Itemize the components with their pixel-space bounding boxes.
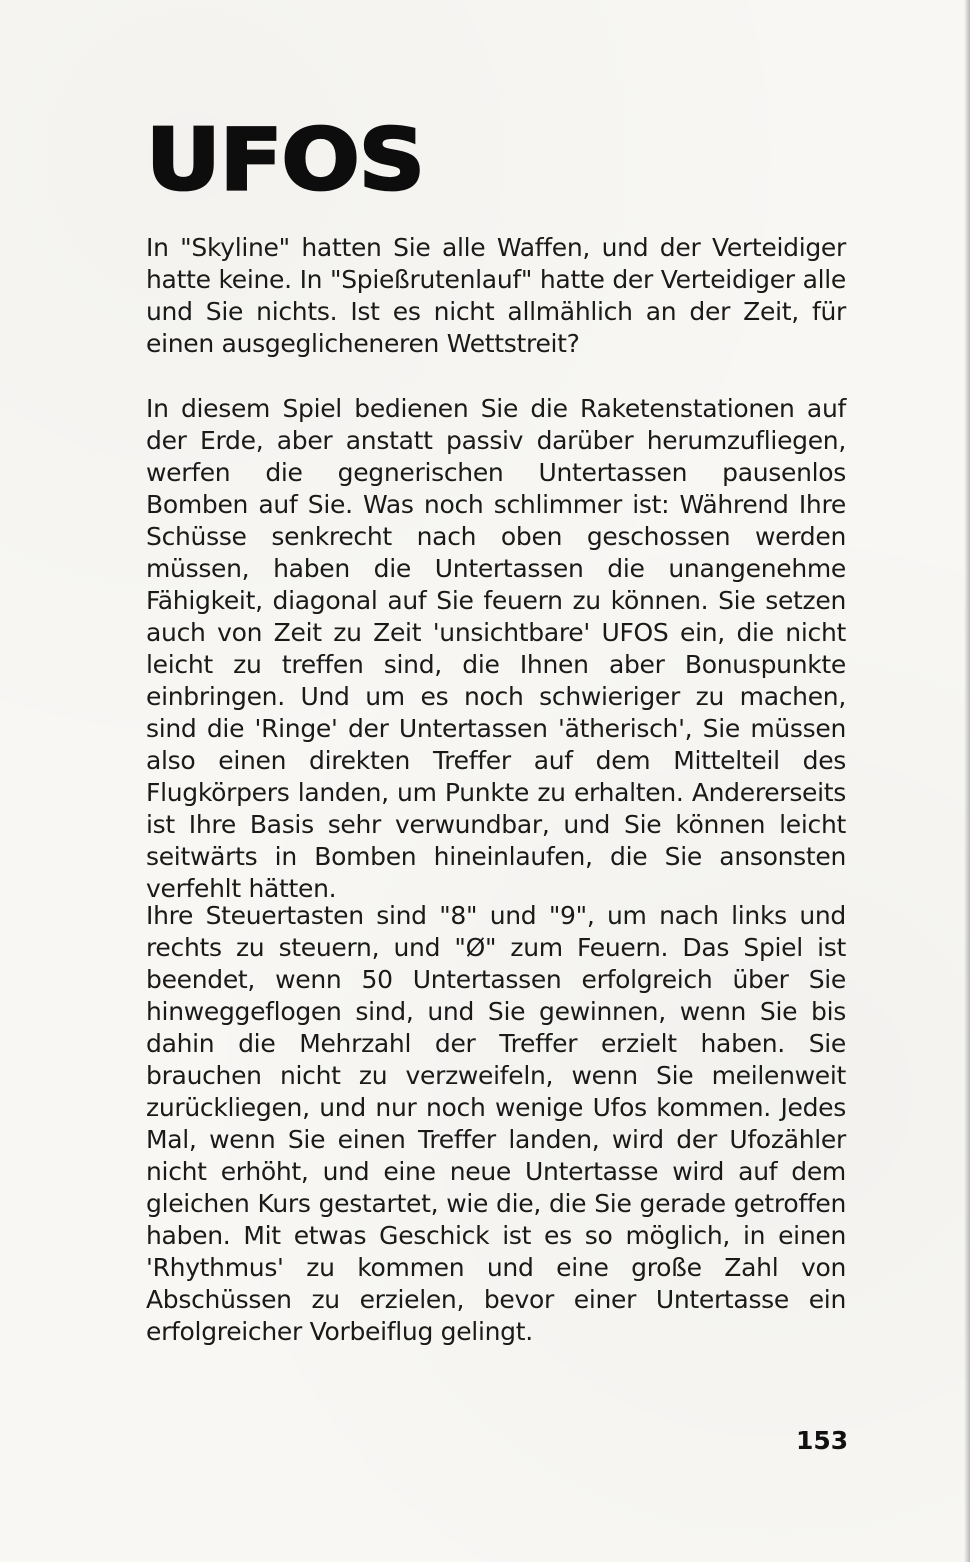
- chapter-title: UFOS: [146, 110, 425, 210]
- paragraph-controls: Ihre Steuertasten sind "8" und "9", um nach links und rechts zu steuern, und "Ø" zum Feuern. Das Spiel ist beendet, wenn 50 Untertassen erfolgreich über Sie hinweggeflogen sind, und Sie gewinnen, wenn Sie bis dahin die Mehrzahl der Treffer erzielt haben. Sie brauchen nicht zu verzweifeln, wenn Sie meilenweit zurückliegen, und nur noch wenige Ufos kommen. Jedes Mal, wenn Sie einen Treffer landen, wird der Ufozähler nicht erhöht, und eine neue Untertasse wird auf dem gleichen Kurs gestartet, wie die, die Sie gerade getroffen haben. Mit etwas Geschick ist es so möglich, in einen 'Rhythmus' zu kommen und eine große Zahl von Abschüssen zu erzielen, bevor einer Untertasse ein erfolgreicher Vorbeiflug gelingt.: [146, 901, 846, 1346]
- page-number: 153: [796, 1426, 849, 1455]
- page-edge-shadow: [964, 0, 970, 1562]
- paragraph-intro: In "Skyline" hatten Sie alle Waffen, und der Verteidiger hatte keine. In "Spießrutenlauf" hatte der Verteidiger alle und Sie nichts. Ist es nicht allmählich an der Zeit, für einen ausgeglicheneren Wettstreit?: [146, 233, 846, 358]
- paragraph-gameplay: In diesem Spiel bedienen Sie die Raketenstationen auf der Erde, aber anstatt passiv darüber herumzufliegen, werfen die gegnerischen Untertassen pausenlos Bomben auf Sie. Was noch schlimmer ist: Während Ihre Schüsse senkrecht nach oben geschossen werden müssen, haben die Untertassen die unangenehme Fähigkeit, diagonal auf Sie feuern zu können. Sie setzen auch von Zeit zu Zeit 'unsichtbare' UFOS ein, die nicht leicht zu treffen sind, die Ihnen aber Bonuspunkte einbringen. Und um es noch schwieriger zu machen, sind die 'Ringe' der Untertassen 'ätherisch', Sie müssen also einen direkten Treffer auf dem Mittelteil des Flugkörpers landen, um Punkte zu erhalten. Andererseits ist Ihre Basis sehr verwundbar, und Sie können leicht seitwärts in Bomben hineinlaufen, die Sie ansonsten verfehlt hätten.: [146, 394, 846, 903]
